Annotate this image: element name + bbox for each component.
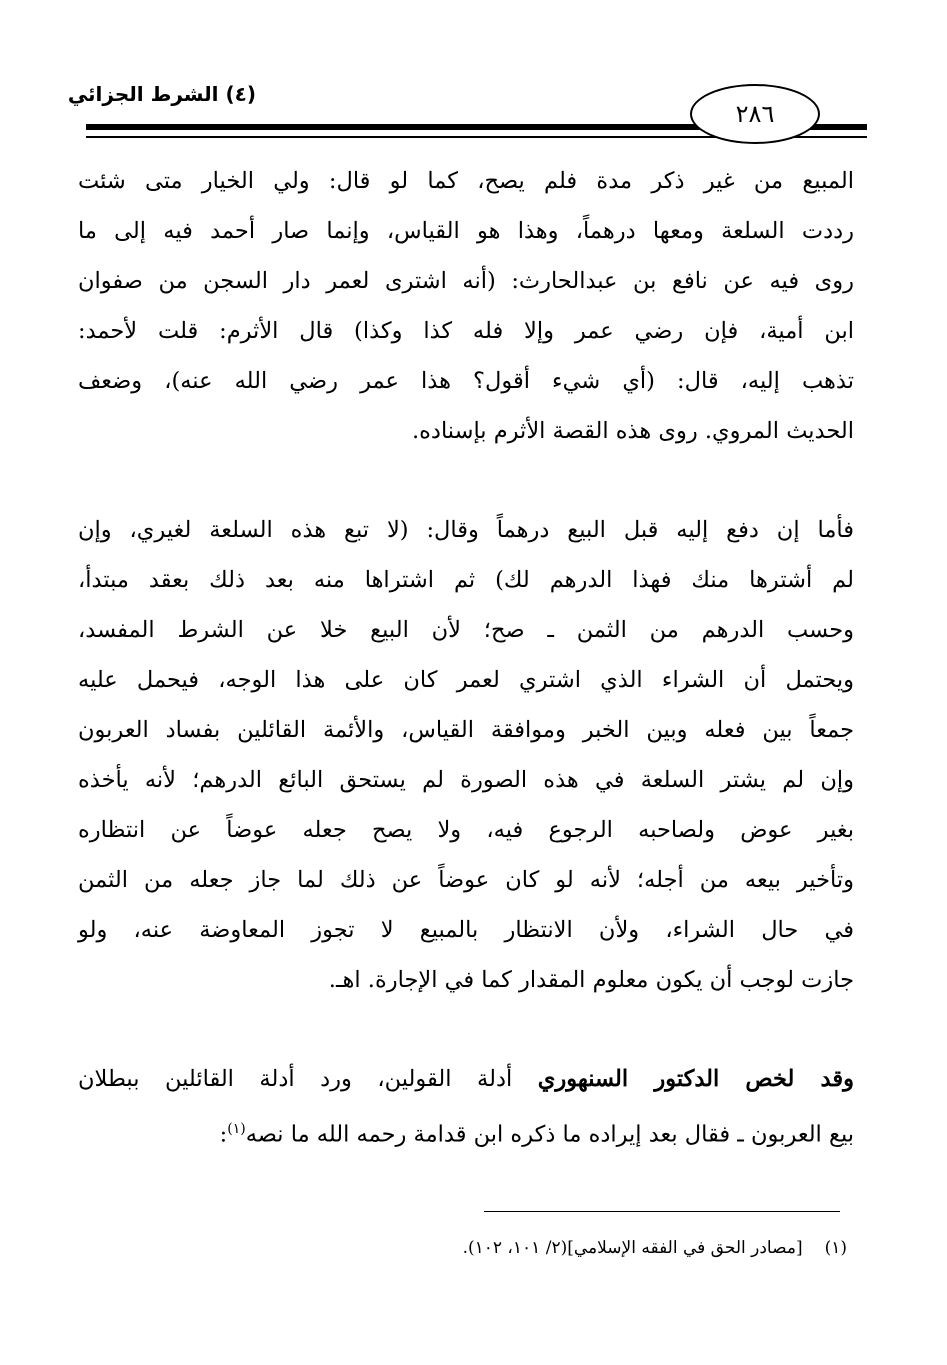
text-line: بغير عوض ولصاحبه الرجوع فيه، ولا يصح جعله عوضاً عن انتظاره: [78, 817, 854, 843]
text-line: المبيع من غير ذكر مدة فلم يصح، كما لو قال: ولي الخيار متى شئت: [78, 168, 854, 194]
paragraph-3: [78, 1054, 854, 1160]
text-line: ابن أمية، فإن رضي عمر وإلا فله كذا وكذا) قال الأثرم: قلت لأحمد:: [78, 318, 854, 344]
paragraph-2: [78, 505, 854, 1005]
text-line: وتأخير بيعه من أجله؛ لأنه لو كان عوضاً عن ذلك لما جاز جعله من الثمن: [78, 867, 854, 893]
text-line: [78, 1104, 854, 1160]
footnote-text: [مصادر الحق في الفقه الإسلامي](٢/ ١٠١، ١٠٢).: [462, 1238, 803, 1258]
text-line: [78, 1054, 854, 1104]
text-line: وحسب الدرهم من الثمن ـ صح؛ لأن البيع خلا عن الشرط المفسد،: [78, 617, 854, 643]
footnote-marker: (١): [824, 1238, 847, 1258]
text-line: روى فيه عن نافع بن عبدالحارث: (أنه اشترى لعمر دار السجن من صفوان: [78, 268, 854, 294]
text-line: الحديث المروي. روى هذه القصة الأثرم بإسناده.: [411, 418, 854, 444]
running-title: (٤) الشرط الجزائي: [67, 82, 256, 106]
page-number: ٢٨٦: [735, 100, 775, 128]
text-run: بيع العربون ـ فقال بعد إيراده ما ذكره ابن قدامة رحمه الله ما نصه: [245, 1121, 854, 1148]
text-line: وإن لم يشتر السلعة في هذه الصورة لم يستحق البائع الدرهم؛ لأنه يأخذه: [78, 767, 854, 793]
text-line: فأما إن دفع إليه قبل البيع درهماً وقال: (لا تبع هذه السلعة لغيري، وإن: [78, 517, 854, 543]
text-line: ويحتمل أن الشراء الذي اشتري لعمر كان على هذا الوجه، فيحمل عليه: [78, 667, 854, 693]
text-run: أدلة القولين، ورد أدلة القائلين ببطلان: [78, 1066, 538, 1092]
text-line: في حال الشراء، ولأن الانتظار بالمبيع لا تجوز المعاوضة عنه، ولو: [78, 917, 854, 943]
text-line: تذهب إليه، قال: (أي شيء أقول؟ هذا عمر رضي الله عنه)، وضعف: [78, 368, 854, 394]
footnote: [287, 1238, 847, 1258]
page-number-oval: [690, 84, 820, 144]
text-line: جازت لوجب أن يكون معلوم المقدار كما في الإجارة. اهـ.: [328, 967, 854, 993]
text-line: جمعاً بين فعله وبين الخبر وموافقة القياس، والأئمة القائلين بفساد العربون: [78, 717, 854, 743]
text-run: :: [219, 1121, 228, 1148]
author-name: وقد لخص الدكتور السنهوري: [537, 1066, 854, 1092]
paragraph-1: [78, 156, 854, 456]
footnote-divider: [484, 1211, 840, 1212]
text-line: لم أشترها منك فهذا الدرهم لك) ثم اشتراها منه بعد ذلك بعقد مبتدأ،: [78, 567, 854, 593]
footnote-reference: (١): [227, 1121, 246, 1137]
text-line: رددت السلعة ومعها درهماً، وهذا هو القياس، وإنما صار أحمد فيه إلى ما: [78, 218, 854, 244]
